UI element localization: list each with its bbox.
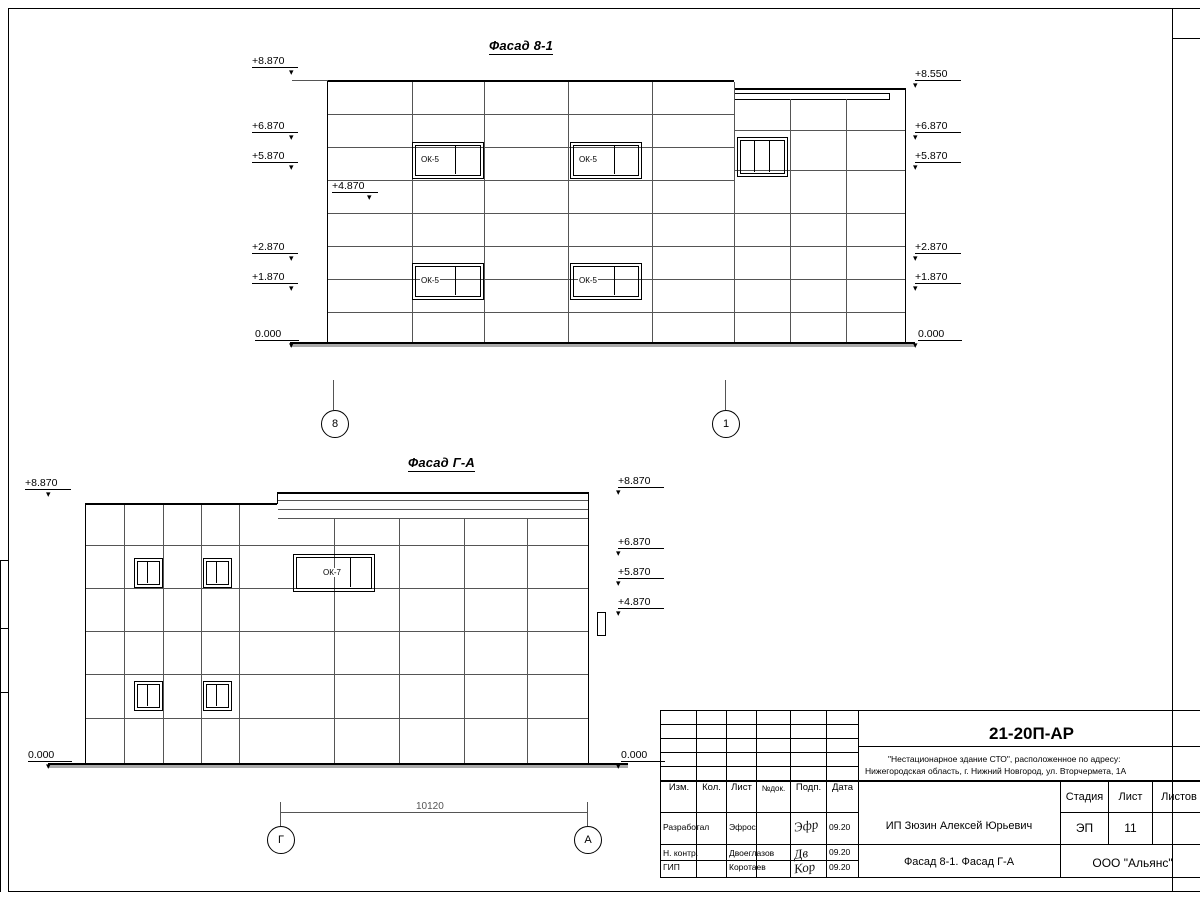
f2-level-right-3: +5.870 xyxy=(618,566,664,579)
facade-8-1-title: Фасад 8-1 xyxy=(489,38,554,53)
f1-window-label-3: ОК-5 xyxy=(421,276,439,285)
f2-window-2-mullion xyxy=(216,561,217,583)
f2-hjoint-5 xyxy=(86,718,588,719)
f1-canopy-front xyxy=(734,93,890,94)
f1-hjoint-5 xyxy=(328,246,734,247)
frame-left-box2 xyxy=(0,628,9,629)
f2-vjoint-8 xyxy=(527,519,528,763)
axis-bubble-1: 1 xyxy=(712,410,740,438)
f2-canopy-line-2 xyxy=(278,509,588,510)
f2-window-1-mullion xyxy=(147,561,148,583)
frame-top xyxy=(8,8,1200,9)
tb-v-stage-1 xyxy=(1108,780,1109,844)
f2-hjoint-4 xyxy=(86,674,588,675)
f1-level-right-2: +6.870 xyxy=(915,120,961,133)
f1-door-window-inner xyxy=(740,140,785,174)
frame-left-box1 xyxy=(0,560,9,561)
f2-level-right-1: +8.870 xyxy=(618,475,664,488)
f1-joint-1 xyxy=(412,82,413,342)
f2-level-left-1: +8.870 xyxy=(25,477,71,490)
tb-sheet-value: 11 xyxy=(1124,821,1137,835)
f1-level-left-3-arrow: ▾ xyxy=(289,162,294,172)
tb-signature-0: Эфр xyxy=(793,816,820,835)
tb-header-kol: Кол. xyxy=(702,782,721,793)
f2-ground-shadow xyxy=(48,765,628,768)
f1-hjoint-r3 xyxy=(735,213,905,214)
f1-level-left-1: +8.870 xyxy=(252,55,298,68)
tb-name-1: Двоеглазов xyxy=(729,848,775,858)
tb-date-1: 09.20 xyxy=(829,847,851,857)
f2-roof-left xyxy=(85,503,277,505)
tb-v-podp xyxy=(826,710,827,878)
tb-h-row3 xyxy=(660,860,858,861)
f1-window-label-4: ОК-5 xyxy=(579,276,597,285)
f1-hjoint-r6 xyxy=(735,312,905,313)
tb-sheet-label: Лист xyxy=(1118,791,1143,803)
tb-h-customer xyxy=(858,844,1200,845)
f1-window-4-mullion xyxy=(614,266,615,295)
f1-canopy-edge-right xyxy=(889,93,890,100)
tb-role-0: Разработал xyxy=(663,822,710,832)
f1-level-right-5-arrow: ▾ xyxy=(913,283,918,293)
f2-level-left-1-arrow: ▾ xyxy=(46,489,51,499)
f1-door-mullion-1 xyxy=(754,140,755,172)
tb-header-list: Лист xyxy=(731,782,752,793)
facade-g-a-title: Фасад Г-А xyxy=(408,455,475,470)
f1-level-left-2: +6.870 xyxy=(252,120,298,133)
f1-hjoint-1 xyxy=(328,114,734,115)
f1-level-right-4: +2.870 xyxy=(915,241,961,254)
tb-stage-value: ЭП xyxy=(1075,821,1094,835)
f1-hjoint-6 xyxy=(328,279,734,280)
f1-level-left-6-arrow: ▾ xyxy=(289,283,294,293)
f1-window-2-mullion xyxy=(614,145,615,174)
f2-vjoint-7 xyxy=(464,519,465,763)
f2-level-right-5-arrow: ▾ xyxy=(616,761,621,771)
f1-level-left-3: +5.870 xyxy=(252,150,298,163)
tb-code: 21-20П-АР xyxy=(989,724,1074,743)
f1-level-right-2-arrow: ▾ xyxy=(913,132,918,142)
f1-level-left-1-arrow: ▾ xyxy=(289,67,294,77)
tb-object-line1: "Нестационарное здание СТО", расположенное по адресу: xyxy=(888,754,1121,764)
title-block xyxy=(660,710,1200,878)
f1-hjoint-r5 xyxy=(735,279,905,280)
tb-header-podp: Подп. xyxy=(795,782,822,793)
tb-date-0: 09.20 xyxy=(829,822,851,832)
f1-level-right-5: +1.870 xyxy=(915,271,961,284)
f1-level-right-1-arrow: ▾ xyxy=(913,80,918,90)
f1-level-left-4-arrow: ▾ xyxy=(367,192,372,202)
f2-right-wall xyxy=(588,492,589,763)
tb-header-izm: Изм. xyxy=(668,782,690,793)
tb-v-stage-2 xyxy=(1152,780,1153,844)
f1-level-right-4-arrow: ▾ xyxy=(913,253,918,263)
f1-ground-shadow xyxy=(290,344,915,347)
tb-h-object xyxy=(858,780,1200,782)
f1-hjoint-r1 xyxy=(735,130,905,131)
f2-level-right-2-arrow: ▾ xyxy=(616,548,621,558)
f1-window-3-mullion xyxy=(455,266,456,295)
f1-hjoint-r4 xyxy=(735,246,905,247)
f2-window-label-ok7: ОК-7 xyxy=(323,568,341,577)
f1-level-right-6-arrow: ▾ xyxy=(913,340,918,350)
f2-window-1-inner xyxy=(137,561,160,585)
f2-window-2-inner xyxy=(206,561,229,585)
f2-level-left-2-arrow: ▾ xyxy=(46,761,51,771)
f2-left-wall xyxy=(85,503,86,763)
f1-level-left-2-arrow: ▾ xyxy=(289,132,294,142)
f2-vjoint-6 xyxy=(399,519,400,763)
f1-joint-3 xyxy=(568,82,569,342)
f2-window-4-inner xyxy=(206,684,229,708)
f1-hjoint-3 xyxy=(328,180,734,181)
tb-header-ndok: №док. xyxy=(761,784,786,793)
tb-signature-1: Дв xyxy=(792,845,809,862)
f1-window-label-2: ОК-5 xyxy=(579,155,597,164)
tb-stage-label: Стадия xyxy=(1065,791,1104,803)
tb-role-1: Н. контр. xyxy=(663,848,699,858)
f1-door-mullion-2 xyxy=(769,140,770,172)
f1-hjoint-4 xyxy=(328,213,734,214)
tb-name-2: Коротаев xyxy=(729,862,766,872)
tb-v-kol xyxy=(726,710,727,878)
f1-joint-5 xyxy=(734,82,735,342)
tb-sheets-label: Листов xyxy=(1161,791,1197,803)
f1-level-left-5-arrow: ▾ xyxy=(289,253,294,263)
tb-header-data: Дата xyxy=(831,782,854,793)
f2-window-3-inner xyxy=(137,684,160,708)
f1-level-left-7-arrow: ▾ xyxy=(289,340,294,350)
f2-step-vert xyxy=(277,492,278,504)
f2-level-right-1-arrow: ▾ xyxy=(616,487,621,497)
axis-bubble-a: А xyxy=(574,826,602,854)
tb-h-3 xyxy=(660,752,858,753)
tb-v-ndok xyxy=(790,710,791,878)
f2-dim-line xyxy=(280,812,587,813)
tb-h-stage xyxy=(1060,812,1200,813)
tb-name-0: Эфрос xyxy=(729,822,756,832)
tb-signature-2: Кор xyxy=(792,858,817,877)
f2-window-ok7-mullion xyxy=(350,557,351,587)
f1-roof-line xyxy=(327,80,734,82)
f2-hjoint-3 xyxy=(86,631,588,632)
f2-vjoint-2 xyxy=(163,505,164,763)
tb-h-row2 xyxy=(660,844,858,845)
f2-level-left-2: 0.000 xyxy=(28,749,72,762)
f2-level-right-4-arrow: ▾ xyxy=(616,608,621,618)
f2-window-3-mullion xyxy=(147,684,148,706)
tb-customer: ИП Зюзин Алексей Юрьевич xyxy=(885,820,1033,832)
axis-bubble-g: Г xyxy=(267,826,295,854)
tb-h-1 xyxy=(660,724,858,725)
f1-canopy-top xyxy=(734,88,905,90)
f1-axis-right-line xyxy=(725,380,726,410)
f1-level-left-6: +1.870 xyxy=(252,271,298,284)
f1-axis-left-line xyxy=(333,380,334,410)
f2-window-4-mullion xyxy=(216,684,217,706)
f1-joint-7 xyxy=(846,99,847,342)
f1-hjoint-2 xyxy=(328,147,734,148)
tb-object-line2: Нижегородская область, г. Нижний Новгород, ул. Вторчермета, 1А xyxy=(865,766,1127,776)
f2-drain-notch xyxy=(597,612,606,636)
f1-level-left-1-leader xyxy=(292,80,328,81)
f1-joint-2 xyxy=(484,82,485,342)
f1-joint-4 xyxy=(652,82,653,342)
f1-level-right-6: 0.000 xyxy=(918,328,962,341)
f2-vjoint-3 xyxy=(201,505,202,763)
f1-level-right-1: +8.550 xyxy=(915,68,961,81)
tb-sheet-name: Фасад 8-1. Фасад Г-А xyxy=(903,856,1015,868)
f2-hjoint-1 xyxy=(86,545,588,546)
f2-level-right-5: 0.000 xyxy=(621,749,665,762)
f2-level-right-2: +6.870 xyxy=(618,536,664,549)
frame-left-box3 xyxy=(0,692,9,693)
f1-level-left-5: +2.870 xyxy=(252,241,298,254)
f2-vjoint-1 xyxy=(124,505,125,763)
f1-window-1-mullion xyxy=(455,145,456,174)
f2-axis-left-line xyxy=(280,813,281,826)
tb-date-2: 09.20 xyxy=(829,862,851,872)
f2-canopy-line-1 xyxy=(278,500,588,501)
f2-axis-right-line xyxy=(587,813,588,826)
tb-h-code xyxy=(858,746,1200,747)
f1-level-right-3: +5.870 xyxy=(915,150,961,163)
f1-level-right-3-arrow: ▾ xyxy=(913,162,918,172)
axis-bubble-8: 8 xyxy=(321,410,349,438)
f1-right-wall xyxy=(905,88,906,342)
f1-left-wall xyxy=(327,80,328,342)
f2-dimension-value: 10120 xyxy=(416,801,444,812)
tb-company: ООО "Альянс" xyxy=(1092,856,1173,870)
f1-level-left-7: 0.000 xyxy=(255,328,299,341)
f2-level-right-3-arrow: ▾ xyxy=(616,578,621,588)
tb-h-4 xyxy=(660,766,858,767)
tb-role-2: ГИП xyxy=(663,862,680,872)
f2-canopy-line-3 xyxy=(278,518,588,519)
f2-vjoint-4 xyxy=(239,505,240,763)
f1-canopy-bottom xyxy=(734,99,890,100)
f2-roof-right xyxy=(277,492,589,494)
f1-level-left-4: +4.870 xyxy=(332,180,378,193)
frame-bottom xyxy=(8,891,1200,892)
tb-h-row1 xyxy=(660,812,858,813)
f1-joint-6 xyxy=(790,99,791,342)
frame-right-tab-line xyxy=(1172,38,1200,39)
frame-left-inner xyxy=(0,560,1,892)
tb-h-2 xyxy=(660,738,858,739)
f1-window-label-1: ОК-5 xyxy=(421,155,439,164)
f2-level-right-4: +4.870 xyxy=(618,596,664,609)
f1-hjoint-7 xyxy=(328,312,734,313)
frame-left xyxy=(8,8,9,892)
